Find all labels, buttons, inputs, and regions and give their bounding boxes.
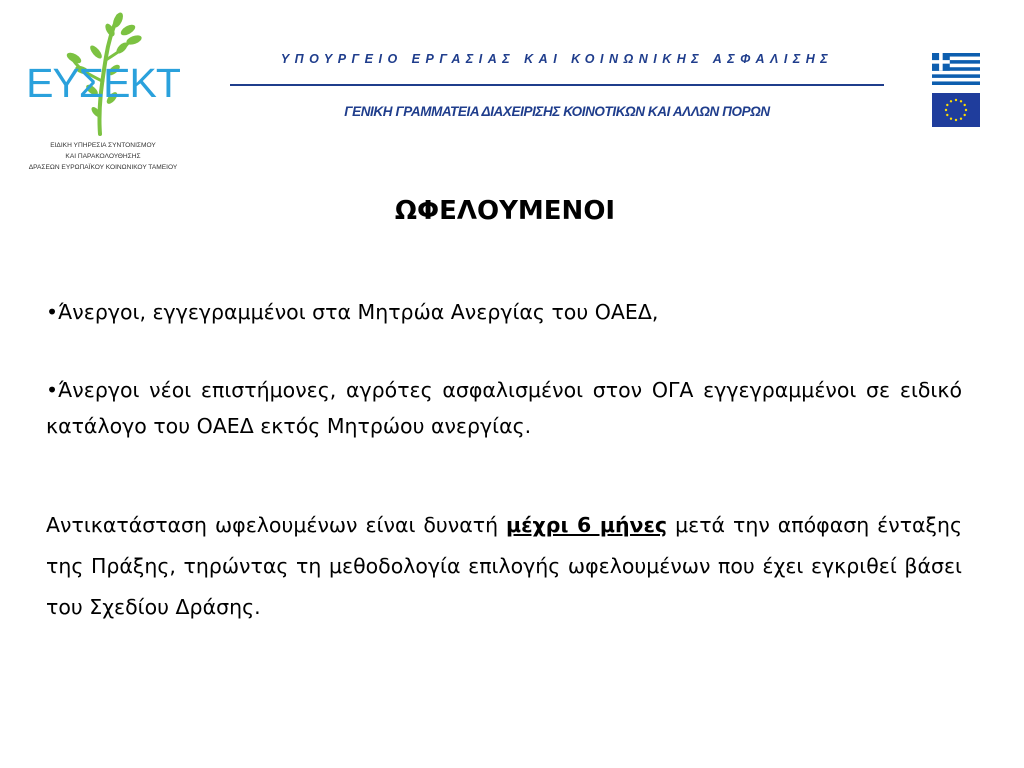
slide-title: ΩΦΕΛΟΥΜΕΝΟΙ: [394, 196, 616, 226]
replacement-note: [46, 505, 962, 628]
logo-caption: [18, 140, 188, 173]
note-emphasis: μέχρι 6 μήνες: [506, 513, 668, 537]
bullet-item: [46, 294, 962, 330]
note-text: Αντικατάσταση ωφελουμένων είναι δυνατή: [46, 513, 507, 537]
bullet-marker: •: [46, 378, 59, 402]
bullet-item: [46, 372, 962, 444]
ministry-heading: ΥΠΟΥΡΓΕΙΟ ΕΡΓΑΣΙΑΣ ΚΑΙ ΚΟΙΝΩΝΙΚΗΣ ΑΣΦΑΛΙΣΗΣ: [280, 52, 834, 66]
esfekt-logo: [18, 12, 188, 180]
logo-caption-line: ΔΡΑΣΕΩΝ ΕΥΡΩΠΑΪΚΟΥ ΚΟΙΝΩΝΙΚΟΥ ΤΑΜΕΙΟΥ: [28, 164, 178, 171]
logo-caption-line: ΚΑΙ ΠΑΡΑΚΟΛΟΥΘΗΣΗΣ: [65, 153, 141, 160]
greek-flag-icon: [932, 53, 980, 85]
eu-flag-icon: [932, 93, 980, 127]
logo-wordmark: ΕΥΣΕΚΤ: [26, 60, 180, 106]
secretariat-heading: ΓΕΝΙΚΗ ΓΡΑΜΜΑΤΕΙΑ ΔΙΑΧΕΙΡΙΣΗΣ ΚΟΙΝΟΤΙΚΩΝ ΚΑΙ ΑΛΛΩΝ ΠΟΡΩΝ: [344, 104, 770, 119]
bullet-marker: •: [46, 300, 59, 324]
note-text: μετά την απόφαση ένταξης της Πράξης, τηρώντας τη μεθοδολογία επιλογής ωφελουμένων που έχει εγκριθεί βάσει του Σχεδίου Δράσης.: [46, 513, 963, 619]
bullet-text: Άνεργοι νέοι επιστήμονες, αγρότες ασφαλισμένοι στον ΟΓΑ εγγεγραμμένοι σε ειδικό κατάλογο του ΟΑΕΔ εκτός Μητρώου ανεργίας.: [46, 378, 962, 438]
logo-caption-line: ΕΙΔΙΚΗ ΥΠΗΡΕΣΙΑ ΣΥΝΤΟΝΙΣΜΟΥ: [50, 142, 156, 149]
bullet-text: Άνεργοι, εγγεγραμμένοι στα Μητρώα Ανεργίας του ΟΑΕΔ,: [58, 300, 659, 324]
header-divider: [230, 84, 884, 86]
